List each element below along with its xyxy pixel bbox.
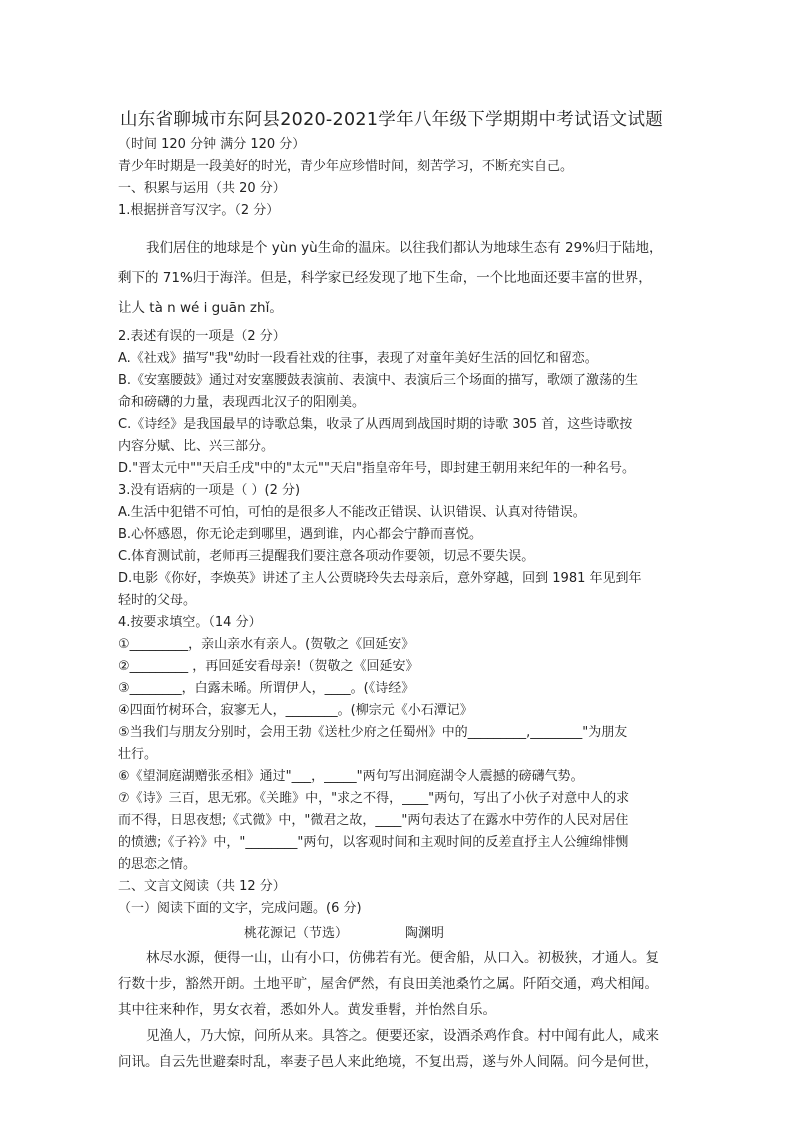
question-3-option-d-cont: 轻时的父母。 <box>118 593 197 608</box>
section-heading-1: 一、积累与运用（共 20 分） <box>118 181 286 196</box>
question-2-option-a: A.《社戏》描写"我"幼时一段看社戏的往事，表现了对童年美好生活的回忆和留恋。 <box>118 351 598 366</box>
passage-line: 其中往来种作，男女衣着，悉如外人。黄发垂髫，并怡然自乐。 <box>118 1002 496 1018</box>
question-2-option-b: B.《安塞腰鼓》通过对安塞腰鼓表演前、表演中、表演后三个场面的描写，歌颂了激荡的生 <box>118 373 639 388</box>
question-3-option-b: B.心怀感恩，你无论走到哪里，遇到谁，内心都会宁静而喜悦。 <box>118 527 483 542</box>
passage-title: 桃花源记（节选） <box>244 926 349 941</box>
question-4-item-3: ③________，白露未晞。所谓伊人，____。(《诗经》 <box>118 681 415 696</box>
question-4-item-5: ⑤当我们与朋友分别时，会用王勃《送杜少府之任蜀州》中的_________,________"为朋友 <box>118 725 628 740</box>
question-4-item-7-cont: 的思恋之情。 <box>118 857 197 872</box>
question-3-option-a: A.生活中犯错不可怕，可怕的是很多人不能改正错误、认识错误、认真对待错误。 <box>118 505 586 520</box>
question-3-stem: 3.没有语病的一项是（ ）(2 分) <box>118 483 301 498</box>
question-1-text-line: 让人 tà n wé i guān zhǐ。 <box>118 300 283 316</box>
question-1-text-line: 我们居住的地球是个 yùn yù生命的温床。以往我们都认为地球生态有 29%归于陆地， <box>146 240 663 256</box>
question-2-option-c-cont: 内容分赋、比、兴三部分。 <box>118 439 275 454</box>
passage-line: 行数十步，豁然开朗。土地平旷，屋舍俨然，有良田美池桑竹之属。阡陌交通，鸡犬相闻。 <box>118 976 658 992</box>
question-4-item-2: ②_________ ，再回延安看母亲!（贺敬之《回延安》 <box>118 659 419 674</box>
question-3-option-d: D.电影《你好，李焕英》讲述了主人公贾晓玲失去母亲后，意外穿越，回到 1981 年见到年 <box>118 571 642 586</box>
question-2-option-d: D."晋太元中""天启壬戌"中的"太元""天启"指皇帝年号，即封建王朝用来纪年的一种名号。 <box>118 461 635 476</box>
intro-line: 青少年时期是一段美好的时光，青少年应珍惜时间，刻苦学习，不断充实自己。 <box>118 159 574 174</box>
question-4-item-7: ⑦《诗》三百，思无邪。《关雎》中，"求之不得，____"两句，写出了小伙子对意中人的求 <box>118 791 630 806</box>
question-1-text-line: 剩下的 71%归于海洋。但是，科学家已经发现了地下生命，一个比地面还要丰富的世界， <box>118 270 652 286</box>
question-4-item-6: ⑥《望洞庭湖赠张丞相》通过"___，_____"两句写出洞庭湖令人震撼的磅礴气势。 <box>118 769 584 784</box>
question-4-item-1: ①_________，亲山亲水有亲人。(贺敬之《回延安》 <box>118 637 415 652</box>
question-3-option-c: C.体育测试前，老师再三提醒我们要注意各项动作要领，切忌不要失误。 <box>118 549 535 564</box>
passage-line: 问讯。自云先世避秦时乱，率妻子邑人来此绝境，不复出焉，遂与外人间隔。问今是何世， <box>118 1054 658 1070</box>
section-heading-2: 二、文言文阅读（共 12 分） <box>118 879 286 894</box>
question-4-item-7-cont: 而不得，日思夜想;《式微》中，"微君之故，____"两句表达了在露水中劳作的人民对居住 <box>118 813 629 828</box>
question-4-item-7-cont: 的愤懑;《子衿》中，"________"两句，以客观时间和主观时间的反差直抒主人公缠绵悱恻 <box>118 835 629 850</box>
question-4-item-4: ④四面竹树环合，寂寥无人，________。(柳宗元《小石潭记》 <box>118 703 473 718</box>
passage-author: 陶渊明 <box>405 926 445 941</box>
passage-line: 见渔人，乃大惊，问所从来。具答之。便要还家，设酒杀鸡作食。村中闻有此人，咸来 <box>146 1028 659 1044</box>
question-2-stem: 2.表述有误的一项是（2 分） <box>118 329 286 344</box>
reading-part-1-heading: （一）阅读下面的文字，完成问题。(6 分) <box>118 901 362 916</box>
time-note: （时间 120 分钟 满分 120 分） <box>118 137 306 152</box>
question-1-stem: 1.根据拼音写汉字。（2 分） <box>118 203 280 218</box>
passage-line: 林尽水源，便得一山，山有小口，仿佛若有光。便舍船，从口入。初极狭，才通人。复 <box>146 950 659 966</box>
question-2-option-c: C.《诗经》是我国最早的诗歌总集，收录了从西周到战国时期的诗歌 305 首，这些诗歌按 <box>118 417 633 432</box>
exam-title: 山东省聊城市东阿县2020-2021学年八年级下学期期中考试语文试题 <box>120 110 664 130</box>
question-2-option-b-cont: 命和磅礴的力量，表现西北汉子的阳刚美。 <box>118 395 366 410</box>
question-4-item-5-cont: 壮行。 <box>118 747 158 762</box>
question-4-stem: 4.按要求填空。（14 分） <box>118 615 262 630</box>
